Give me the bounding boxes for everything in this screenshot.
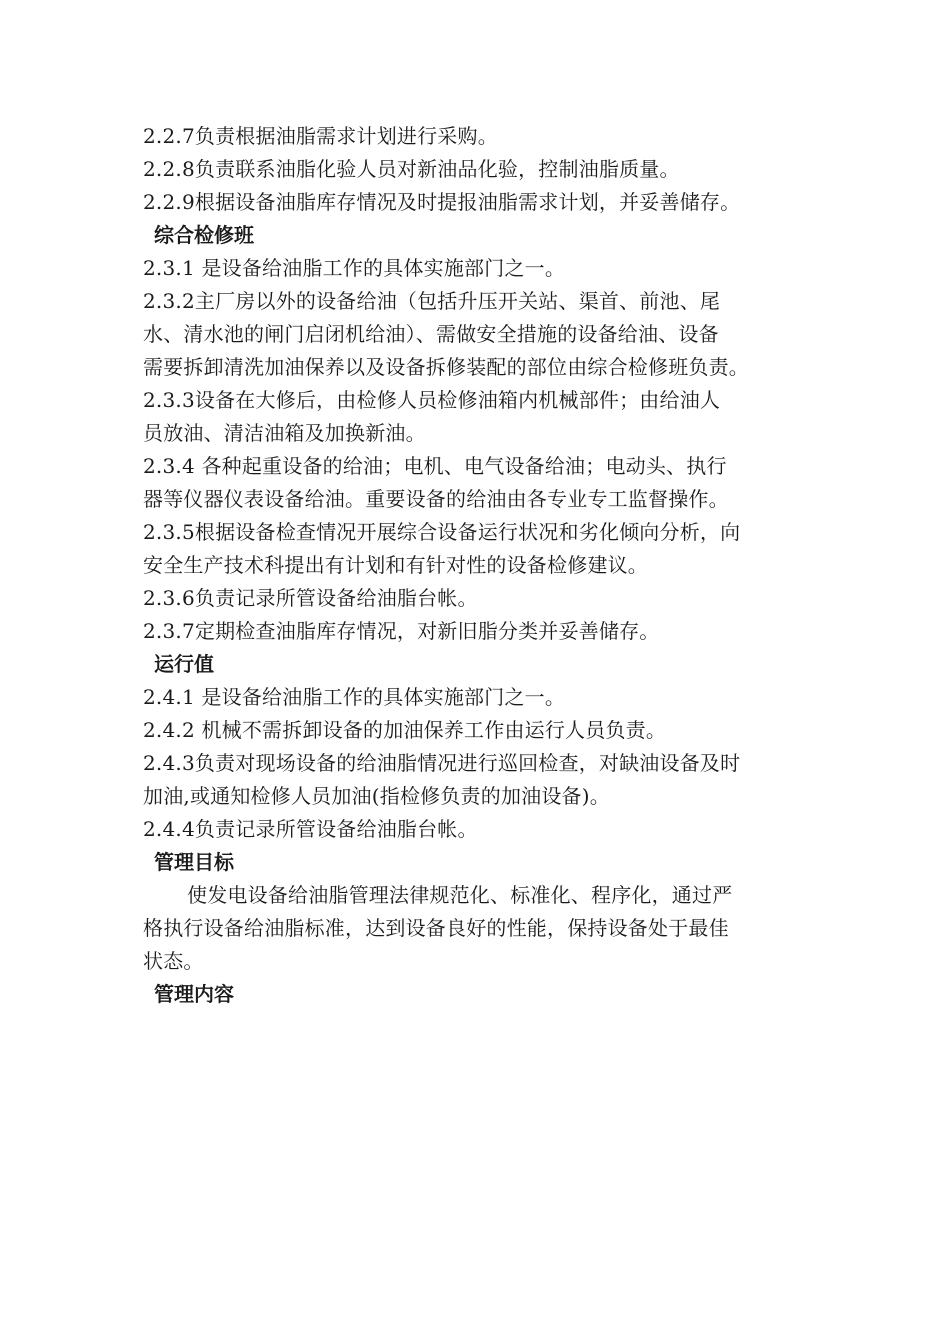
clause-2-3-5-line-2: 安全生产技术科提出有计划和有针对性的设备检修建议。 xyxy=(143,553,648,577)
clause-2-4-3-line-1: 2.4.3负责对现场设备的给油脂情况进行巡回检查，对缺油设备及时 xyxy=(143,751,741,775)
clause-2-3-3-line-2: 员放油、清洁油箱及加换新油。 xyxy=(143,421,426,445)
clause-2-3-6: 2.3.6负责记录所管设备给油脂台帐。 xyxy=(143,586,478,610)
clause-2-3-1: 2.3.1 是设备给油脂工作的具体实施部门之一。 xyxy=(143,256,566,280)
clause-2-4-1: 2.4.1 是设备给油脂工作的具体实施部门之一。 xyxy=(143,685,566,709)
clause-2-3-7: 2.3.7定期检查油脂库存情况，对新旧脂分类并妥善储存。 xyxy=(143,619,660,643)
clause-2-3-5-line-1: 2.3.5根据设备检查情况开展综合设备运行状况和劣化倾向分析，向 xyxy=(143,520,741,544)
clause-2-3-2-line-2: 水、清水池的闸门启闭机给油）、需做安全措施的设备给油、设备 xyxy=(143,322,719,346)
clause-2-4-3-line-2: 加油,或通知检修人员加油(指检修负责的加油设备)。 xyxy=(143,784,610,808)
clause-2-2-9: 2.2.9根据设备油脂库存情况及时提报油脂需求计划，并妥善储存。 xyxy=(143,190,741,214)
goal-paragraph-line-1: 使发电设备给油脂管理法律规范化、标准化、程序化，通过严 xyxy=(187,883,733,907)
section-heading-management-content: 管理内容 xyxy=(154,982,234,1006)
section-heading-maintenance-team: 综合检修班 xyxy=(154,223,254,247)
clause-2-2-7: 2.2.7负责根据油脂需求计划进行采购。 xyxy=(143,124,498,148)
clause-2-3-4-line-2: 器等仪器仪表设备给油。重要设备的给油由各专业专工监督操作。 xyxy=(143,487,729,511)
section-heading-operation-shift: 运行值 xyxy=(154,652,214,676)
clause-2-3-4-line-1: 2.3.4 各种起重设备的给油；电机、电气设备给油；电动头、执行 xyxy=(143,454,727,478)
goal-paragraph-line-3: 状态。 xyxy=(143,949,204,973)
clause-2-3-3-line-1: 2.3.3设备在大修后，由检修人员检修油箱内机械部件；由给油人 xyxy=(143,388,721,412)
clause-2-3-2-line-3: 需要拆卸清洗加油保养以及设备拆修装配的部位由综合检修班负责。 xyxy=(143,355,749,379)
clause-2-3-2-line-1: 2.3.2主厂房以外的设备给油（包括升压开关站、渠首、前池、尾 xyxy=(143,289,721,313)
clause-2-4-2: 2.4.2 机械不需拆卸设备的加油保养工作由运行人员负责。 xyxy=(143,718,667,742)
clause-2-2-8: 2.2.8负责联系油脂化验人员对新油品化验，控制油脂质量。 xyxy=(143,157,680,181)
document-body xyxy=(143,120,813,1011)
section-heading-management-goal: 管理目标 xyxy=(154,850,234,874)
goal-paragraph-line-2: 格执行设备给油脂标准，达到设备良好的性能，保持设备处于最佳 xyxy=(143,916,729,940)
clause-2-4-4: 2.4.4负责记录所管设备给油脂台帐。 xyxy=(143,817,478,841)
